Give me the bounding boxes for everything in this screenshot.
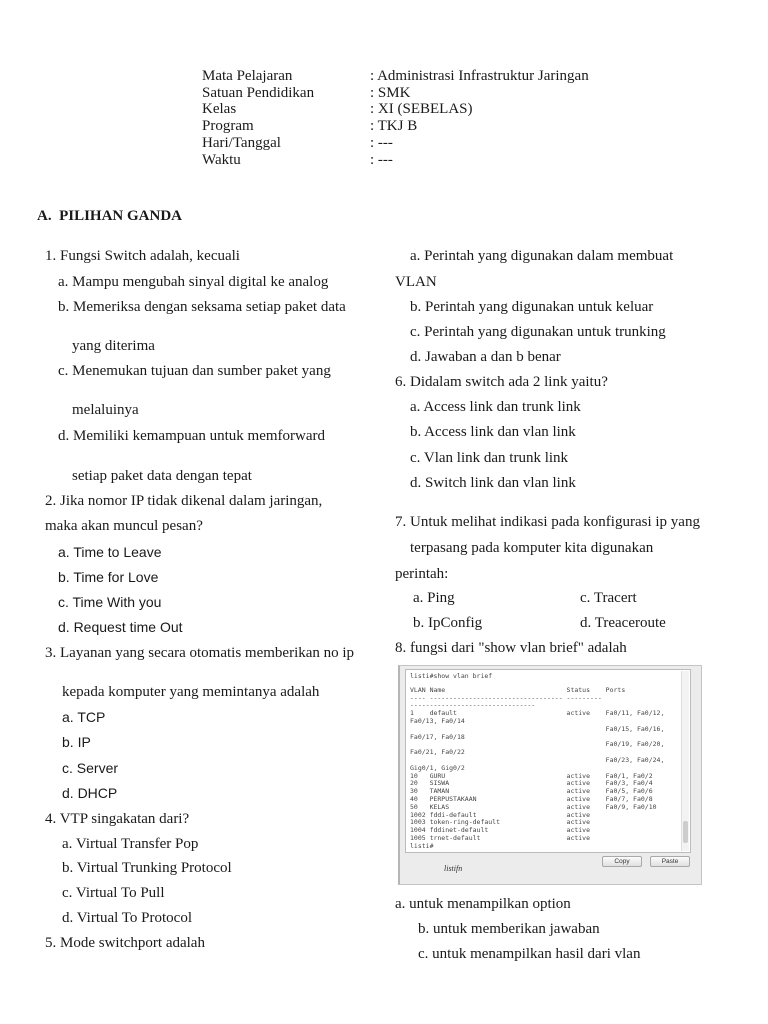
q8-option-c: c. untuk menampilkan hasil dari vlan	[418, 946, 641, 962]
q7-option-c: c. Tracert	[580, 590, 637, 606]
q2-option-a: a. Time to Leave	[58, 544, 162, 560]
device-label: listifn	[444, 864, 463, 873]
header-value-program: : TKJ B	[370, 118, 418, 134]
q6-text: 6. Didalam switch ada 2 link yaitu?	[395, 374, 608, 390]
q1-option-b-continued: yang diterima	[72, 338, 155, 354]
terminal-line: Fa0/19, Fa0/20,	[605, 740, 665, 749]
q4-option-d: d. Virtual To Protocol	[62, 910, 192, 926]
terminal-line: Fa0/23, Fa0/24,	[605, 755, 665, 764]
q3-option-b: b. IP	[62, 734, 91, 750]
q2-option-c: c. Time With you	[58, 594, 162, 610]
q1-text: 1. Fungsi Switch adalah, kecuali	[45, 248, 240, 264]
q7-option-a: a. Ping	[413, 590, 455, 606]
q5-option-a-continued: VLAN	[395, 274, 437, 290]
q1-option-a: a. Mampu mengubah sinyal digital ke analog	[58, 274, 329, 290]
q5-option-c: c. Perintah yang digunakan untuk trunking	[410, 324, 666, 340]
header-label-kelas: Kelas	[202, 101, 237, 117]
q7-option-d: d. Treaceroute	[580, 615, 666, 631]
q1-option-c-continued: melaluinya	[72, 402, 139, 418]
header-value-mata-pelajaran: : Administrasi Infrastruktur Jaringan	[370, 68, 589, 84]
q1-option-d: d. Memiliki kemampuan untuk memforward	[58, 428, 326, 444]
terminal-line: 40 PERPUSTAKAAN active Fa0/7, Fa0/8	[410, 794, 653, 803]
q3-option-d: d. DHCP	[62, 785, 118, 801]
header-label-program: Program	[202, 118, 254, 134]
q2-option-b: b. Time for Love	[58, 569, 159, 585]
q6-option-c: c. Vlan link dan trunk link	[410, 450, 569, 466]
q1-option-d-continued: setiap paket data dengan tepat	[72, 468, 252, 484]
q3-option-c: c. Server	[62, 760, 119, 776]
terminal-line: 1002 fddi-default active	[410, 810, 591, 819]
terminal-line: 1 default active Fa0/11, Fa0/12,	[410, 709, 665, 718]
terminal-line: Fa0/15, Fa0/16,	[605, 724, 665, 733]
header-label-hari-tanggal: Hari/Tanggal	[202, 135, 281, 151]
terminal-prompt: listi#	[410, 841, 434, 850]
header-value-hari-tanggal: : ---	[370, 135, 393, 151]
header-label-waktu: Waktu	[202, 152, 241, 168]
q1-option-c: c. Menemukan tujuan dan sumber paket yang	[58, 363, 331, 379]
q4-option-b: b. Virtual Trunking Protocol	[62, 860, 232, 876]
terminal-line: 10 GURU active Fa0/1, Fa0/2	[410, 771, 653, 780]
q6-option-d: d. Switch link dan vlan link	[410, 475, 576, 491]
q3-text-continued: kepada komputer yang memintanya adalah	[62, 684, 320, 700]
q7-option-b: b. IpConfig	[413, 615, 483, 631]
terminal-line: Fa0/21, Fa0/22	[410, 748, 465, 757]
terminal-output	[405, 669, 691, 853]
q4-option-c: c. Virtual To Pull	[62, 885, 165, 901]
q5-option-a: a. Perintah yang digunakan dalam membuat	[410, 248, 674, 264]
q6-option-b: b. Access link dan vlan link	[410, 424, 576, 440]
q2-text-continued: maka akan muncul pesan?	[45, 518, 203, 534]
q8-option-a: a. untuk menampilkan option	[395, 896, 571, 912]
q7-text-continued: terpasang pada komputer kita digunakan	[410, 540, 654, 556]
q7-text-continued-2: perintah:	[395, 566, 449, 582]
terminal-line: ---- ---------------------------------- ---------	[410, 693, 602, 702]
terminal-line: Fa0/17, Fa0/18	[410, 732, 465, 741]
terminal-line: VLAN Name Status Ports	[410, 685, 626, 694]
terminal-line: Fa0/13, Fa0/14	[410, 716, 465, 725]
q4-option-a: a. Virtual Transfer Pop	[62, 836, 199, 852]
header-value-waktu: : ---	[370, 152, 393, 168]
paste-button: Paste	[650, 856, 690, 867]
q8-option-b: b. untuk memberikan jawaban	[418, 921, 600, 937]
header-value-satuan-pendidikan: : SMK	[370, 85, 411, 101]
q2-option-d: d. Request time Out	[58, 619, 183, 635]
terminal-scrollbar-thumb	[683, 821, 688, 843]
q2-text: 2. Jika nomor IP tidak dikenal dalam jaringan,	[45, 493, 323, 509]
section-title: A. PILIHAN GANDA	[37, 208, 183, 224]
header-value-kelas: : XI (SEBELAS)	[370, 101, 473, 117]
q3-text: 3. Layanan yang secara otomatis memberikan no ip	[45, 645, 355, 661]
terminal-line: 1005 trnet-default active	[410, 833, 591, 842]
q5-text: 5. Mode switchport adalah	[45, 935, 205, 951]
q3-option-a: a. TCP	[62, 709, 106, 725]
header-label-satuan-pendidikan: Satuan Pendidikan	[202, 85, 315, 101]
q7-text: 7. Untuk melihat indikasi pada konfigurasi ip yang	[395, 514, 700, 530]
terminal-line: 1004 fddinet-default active	[410, 826, 591, 835]
terminal-scrollbar	[681, 671, 689, 851]
q1-option-b: b. Memeriksa dengan seksama setiap paket data	[58, 299, 346, 315]
terminal-line: 30 TAMAN active Fa0/5, Fa0/6	[410, 787, 653, 796]
terminal-line: Gig0/1, Gig0/2	[410, 763, 465, 772]
show-vlan-brief-screenshot	[398, 665, 702, 885]
q4-text: 4. VTP singakatan dari?	[45, 811, 190, 827]
terminal-line: --------------------------------	[410, 701, 536, 710]
terminal-command: listi#show vlan brief	[410, 672, 493, 680]
q5-option-b: b. Perintah yang digunakan untuk keluar	[410, 299, 654, 315]
terminal-line: 50 KELAS active Fa0/9, Fa0/10	[410, 802, 657, 811]
terminal-line: 1003 token-ring-default active	[410, 818, 591, 827]
copy-button: Copy	[602, 856, 642, 867]
q6-option-a: a. Access link dan trunk link	[410, 399, 581, 415]
q8-text: 8. fungsi dari "show vlan brief" adalah	[395, 640, 627, 656]
q5-option-d: d. Jawaban a dan b benar	[410, 349, 561, 365]
terminal-line: 20 SISWA active Fa0/3, Fa0/4	[410, 779, 653, 788]
header-label-mata-pelajaran: Mata Pelajaran	[202, 68, 293, 84]
